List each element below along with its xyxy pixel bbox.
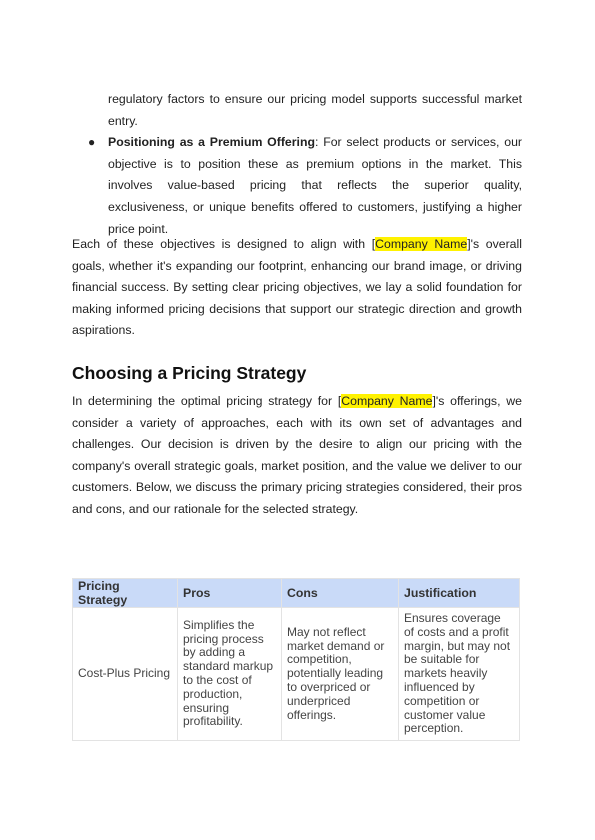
column-header: Cons — [282, 579, 399, 608]
table-row — [73, 608, 520, 741]
paragraph-strategy — [72, 391, 522, 521]
list-continuation-text: regulatory factors to ensure our pricing model supports successful market entry. — [108, 92, 522, 128]
list-item — [88, 132, 522, 240]
table-cell: Ensures coverage of costs and a profit margin, but may not be suitable for markets heavily influenced by competition or customer value perception. — [399, 608, 520, 741]
column-header: Justification — [399, 579, 520, 608]
bullet-title: Positioning as a Premium Offering — [108, 135, 315, 150]
table-header-row — [73, 579, 520, 608]
pricing-strategy-table — [72, 578, 520, 741]
company-name-highlight: Company Name — [375, 237, 468, 251]
bullet-icon: ● — [88, 135, 96, 150]
column-header: Pros — [178, 579, 282, 608]
company-name-highlight: Company Name — [341, 394, 433, 408]
paragraph-text: ]'s overall goals, whether it's expanding our footprint, enhancing our brand image, or driving financial success. By setting clear pricing objectives, we lay a solid foundation for making informed pricing decisions that support our strategic direction and growth aspirations. — [72, 237, 522, 338]
paragraph-text: ]'s offerings, we consider a variety of approaches, each with its own set of advantages and challenges. Our decision is driven by the desire to align our pricing with the company's overall strategic goals, market position, and the value we deliver to our customers. Below, we discuss the primary pricing strategies considered, their pros and cons, and our rationale for the selected strategy. — [72, 394, 522, 516]
table-cell: May not reflect market demand or competition, potentially leading to overpriced or underpriced offerings. — [282, 608, 399, 741]
paragraph-objectives — [72, 234, 522, 342]
paragraph-text: Each of these objectives is designed to align with [ — [72, 237, 376, 251]
column-header: Pricing Strategy — [73, 579, 178, 608]
bullet-text: : For select products or services, our objective is to position these as premium options in the market. This involves value-based pricing that reflects the superior quality, exclusiveness, or unique benefits offered to customers, justifying a higher price point. — [108, 135, 522, 236]
table-cell: Cost-Plus Pricing — [73, 608, 178, 741]
table-cell: Simplifies the pricing process by adding a standard markup to the cost of production, ensuring profitability. — [178, 608, 282, 741]
bullet-list — [88, 89, 522, 240]
paragraph-text: In determining the optimal pricing strategy for [ — [72, 394, 342, 408]
section-heading: Choosing a Pricing Strategy — [72, 363, 307, 383]
